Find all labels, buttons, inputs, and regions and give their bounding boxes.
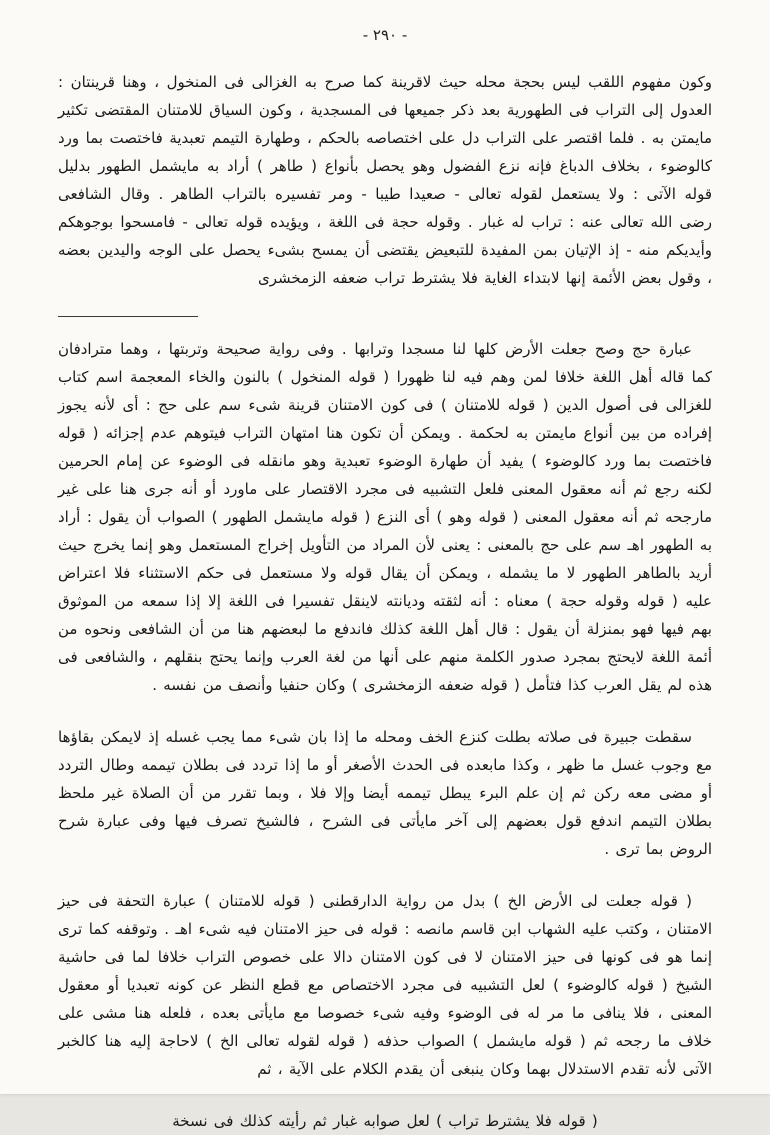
footnote-separator (58, 316, 198, 317)
page-number: - ٢٩٠ - (362, 26, 408, 44)
commentary-paragraph-2: سقطت جبيرة فى صلاته بطلت كنزع الخف ومحله ما إذا بان شىء مما يجب غسله إذ لايمكن بقاؤها مع وجوب غسل ما ظهر ، وكذا مابعده فى الحدث الأصغر أو ما إذا تردد فى بطلان تيممه وطال التردد أو مضى معه ركن ثم إن علم البرء يبطل تيممه أيضا وإلا فلا ، وبما تقرر من أن الصلاة غير ملحظ بطلان التيمم اندفع قول بعضهم إلى آخر مايأتى فى الشرح ، فالشيخ تصرف فيها وفى عبارة شرح الروض بما ترى . (58, 728, 712, 858)
commentary-paragraph-3: ( قوله جعلت لى الأرض الخ ) بدل من رواية الدارقطنى ( قوله للامتنان ) عبارة التحفة فى حيز الامتنان ، وكتب عليه الشهاب ابن قاسم مانصه : قوله فى حيز الامتنان فيه شىء اهـ . وتوقفه كما ترى إنما هو فى كونها فى حيز الامتنان لا فى كون الامتنان دالا على خصوص التراب خلافا لما فى حاشية الشيخ ( قوله كالوضوء ) لعل التشبيه فى مجرد الاختصاص مع قطع النظر عن كونه تعبديا أو معقول المعنى ، فلا ينافى ما مر له فى الوضوء وفيه شىء خصوصا مع مايأتى بعده ، فلعله هنا مشى على خلاف ما رجحه ثم ( قوله مايشمل ) الصواب حذفه ( قوله لقوله تعالى الخ ) لاحاجة إليه هنا كالخبر الآتى لأنه تقدم الاستدلال بهما وكان ينبغى أن يقدم الكلام على الآية ، ثم (58, 892, 712, 1078)
commentary-paragraph-1: عبارة حج وصح جعلت الأرض كلها لنا مسجدا وترابها . وفى رواية صحيحة وتربتها ، وهما مترادفان كما قاله أهل اللغة خلافا لمن وهم فيه لنا ظهورا ( قوله المنخول ) بالنون والخاء المعجمة اسم كتاب للغزالى فى أصول الدين ( قوله للامتنان ) فى كون الامتنان قرينة شىء سم على حج : أى لأنه يجوز إفراده من بين أنواع مايمتن به لحكمة . ويمكن أن تكون هنا امتهان التراب فيتوهم عدم إجزائه ( قوله فاختصت بما ورد كالوضوء ) يفيد أن طهارة الوضوء تعبدية وهو مانقله فى الوضوء عن إمام الحرمين لكنه رجع ثم أنه معقول المعنى فلعل التشبيه فى مجرد الاقتصار على ماورد أو أنه جرى هنا على غير مارجحه ثم أنه معقول المعنى ( قوله وهو ) أى النزع ( قوله مايشمل الطهور ) الصواب أن يقول : أراد به الطهور اهـ سم على حج بالمعنى : يعنى لأن المراد من التأويل إخراج المستعمل وهو إنما يخرج حيث أريد بالطاهر الطهور لا ما يشمله ، ويمكن أن يقال قوله ولا مستعمل فى حكم الاستثناء فلا اعتراض عليه ( قوله وقوله حجة ) معناه : أنه لثقته وديانته لاينقل تفسيرا فى اللغة إلا إذا سمعه من الموثوق بهم فيها فهو بمنزلة أن يقول : قال أهل اللغة كذلك فاندفع ما لبعضهم هنا من أن الشافعى ونحوه من أئمة اللغة لايحتج بمجرد صدور الكلمة منهم على أنها من لغة العرب وإنما يحتج بنقلهم ، والشافعى فى هذه لم يقل العرب كذا فتأمل ( قوله ضعفه الزمخشرى ) وكان حنفيا وأنصف من نفسه . (58, 340, 712, 694)
main-text-paragraph: وكون مفهوم اللقب ليس بحجة محله حيث لاقرينة كما صرح به الغزالى فى المنخول ، وهنا قرينتان : العدول إلى التراب فى الطهورية بعد ذكر جميعها فى المسجدية ، وكون السياق للامتنان المقتضى تكثير مايمتن به . فلما اقتصر على التراب دل على اختصاصه بالحكم ، وطهارة التيمم تعبدية فاختصت بما ورد كالوضوء ، بخلاف الدباغ فإنه نزع الفضول وهو يحصل بأنواع ( طاهر ) أراد به مايشمل الطهور بدليل قوله الآتى : ولا يستعمل لقوله تعالى - صعيدا طيبا - ومر تفسيره بالتراب الطاهر . وقال الشافعى رضى الله تعالى عنه : تراب له غبار . وقوله حجة فى اللغة ، ويؤيده قوله تعالى - فامسحوا بوجوهكم وأيديكم منه - إذ الإتيان بمن المفيدة للتبعيض يقتضى أن يمسح بشىء يحصل على الوجه واليدين بعضه ، وقول بعض الأئمة إنها لابتداء الغاية فلا يشترط تراب ضعفه الزمخشرى (58, 73, 712, 287)
closing-line: ( قوله فلا يشترط تراب ) لعل صوابه غبار ثم رأيته كذلك فى نسخة (172, 1112, 598, 1130)
